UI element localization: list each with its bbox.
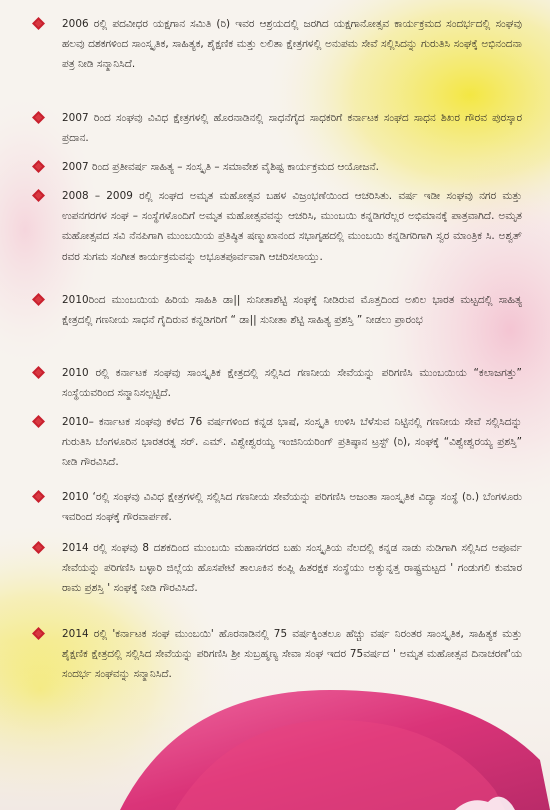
diamond-bullet-icon bbox=[32, 490, 45, 503]
entry-text: 2010 ‘ರಲ್ಲಿ ಸಂಘವು ವಿವಿಧ ಕ್ಷೇತ್ರಗಳಲ್ಲಿ ಸಲ್ಲಿಸಿದ ಗಣನೀಯ ಸೇವೆಯನ್ನು ಪರಿಗಣಿಸಿ ಅಜಂತಾ ಸಾಂಸ್ಕೃತಿಕ ವಿದ್ಯಾ ಸಂಸ್ಥೆ (ರಿ.) ಬೆಂಗಳೂರು ಇವರಿಂದ ಸಂಘಕ್ಕೆ ಗೌರವಾರ್ಪಣೆ. bbox=[62, 491, 522, 524]
entry-text: 2008 – 2009 ರಲ್ಲಿ ಸಂಘದ ಅಮೃತ ಮಹೋತ್ಸವ ಬಹಳ ವಿಜ್ರಂಭಣೆಯಿಂದ ಆಚರಿಸಿತು. ವರ್ಷ ಇಡೀ ಸಂಘವು ನಗರ ಮತ್ತು ಉಪನಗರಗಳ ಸಂಘ – ಸಂಸ್ಥೆಗಳೊಂದಿಗೆ ಅಮೃತ ಮಹೋತ್ಸವವನ್ನು ಆಚರಿಸಿ, ಮುಂಬಯಿ ಕನ್ನಡಿಗರೆಲ್ಲರ ಅಭಿಮಾನಕ್ಕೆ ಪಾತ್ರವಾಗಿದೆ. ಅಮೃತ ಮಹೋತ್ಸವದ ಸವಿ ನೆನಪಿಗಾಗಿ ಮುಂಬಯಿಯ ಪ್ರತಿಷ್ಠಿತ ಷಣ್ಮುಖಾನಂದ ಸಭಾಗೃಹದಲ್ಲಿ ಮುಂಬಯಿ ಕನ್ನಡಿಗರಿಗಾಗಿ ಸ್ವರ ಮಾಂತ್ರಿಕ ಸಿ. ಅಶ್ವತ್ ರವರ ಸುಗಮ ಸಂಗೀತ ಕಾರ್ಯಕ್ರಮವನ್ನು ಅಭೂತಪೂರ್ವವಾಗಿ ಆಚರಿಸಲಾಯ್ತು. bbox=[62, 190, 522, 263]
diamond-bullet-icon bbox=[32, 189, 45, 202]
diamond-bullet-icon bbox=[32, 627, 45, 640]
diamond-bullet-icon bbox=[32, 366, 45, 379]
entry-text: 2014 ರಲ್ಲಿ 'ಕರ್ನಾಟಕ ಸಂಘ ಮುಂಬಯಿ' ಹೊರನಾಡಿನಲ್ಲಿ 75 ವರ್ಷಕ್ಕಿಂತಲೂ ಹೆಚ್ಚು ವರ್ಷ ನಿರಂತರ ಸಾಂಸ್ಕೃತಿಕ, ಸಾಹಿತ್ಯಕ ಮತ್ತು ಶೈಕ್ಷಣಿಕ ಕ್ಷೇತ್ರದಲ್ಲಿ ಸಲ್ಲಿಸಿದ ಸೇವೆಯನ್ನು ಪರಿಗಣಿಸಿ ಶ್ರೀ ಸುಬ್ರಹ್ಮಣ್ಯ ಸೇವಾ ಸಂಘ ಇದರ 75ವರ್ಷದ ' ಅಮೃತ ಮಹೋತ್ಸವ ದಿನಾಚರಣೆ'ಯ ಸಂದರ್ಭ ಸಂಘವನ್ನು ಸನ್ಮಾನಿಸಿದೆ. bbox=[62, 628, 522, 681]
entry-text: 2010 ರಲ್ಲಿ ಕರ್ನಾಟಕ ಸಂಘವು ಸಾಂಸ್ಕೃತಿಕ ಕ್ಷೇತ್ರದಲ್ಲಿ ಸಲ್ಲಿಸಿದ ಗಣನೀಯ ಸೇವೆಯನ್ನು ಪರಿಗಣಿಸಿ ಮುಂಬಯಿಯ “ಕಲಾಜಗತ್ತು” ಸಂಸ್ಥೆಯವರಿಂದ ಸನ್ಮಾನಿಸಲ್ಪಟ್ಟಿದೆ. bbox=[62, 367, 522, 400]
diamond-bullet-icon bbox=[32, 17, 45, 30]
diamond-bullet-icon bbox=[32, 160, 45, 173]
entry-text: 2010ರಿಂದ ಮುಂಬಯಿಯ ಹಿರಿಯ ಸಾಹಿತಿ ಡಾ|| ಸುನೀತಾಶೆಟ್ಟಿ ಸಂಘಕ್ಕೆ ನೀಡಿರುವ ಮೊತ್ತದಿಂದ ಅಖಿಲ ಭಾರತ ಮಟ್ಟದಲ್ಲಿ ಸಾಹಿತ್ಯ ಕ್ಷೇತ್ರದಲ್ಲಿ ಗಣನೀಯ ಸಾಧನೆ ಗೈದಿರುವ ಕನ್ನಡಿಗರಿಗೆ “ ಡಾ|| ಸುನೀತಾ ಶೆಟ್ಟಿ ಸಾಹಿತ್ಯ ಪ್ರಶಸ್ತಿ ” ನೀಡಲು ಪ್ರಾರಂಭ bbox=[62, 294, 522, 327]
diamond-bullet-icon bbox=[32, 541, 45, 554]
diamond-bullet-icon bbox=[32, 111, 45, 124]
diamond-bullet-icon bbox=[32, 415, 45, 428]
entry-text: 2014 ರಲ್ಲಿ ಸಂಘವು 8 ದಶಕದಿಂದ ಮುಂಬಯಿ ಮಹಾನಗರದ ಬಹು ಸಂಸ್ಕೃತಿಯ ನೆಲದಲ್ಲಿ ಕನ್ನಡ ನಾಡು ನುಡಿಗಾಗಿ ಸಲ್ಲಿಸಿದ ಅಪೂರ್ವ ಸೇವೆಯನ್ನು ಪರಿಗಣಿಸಿ ಬಳ್ಳಾರಿ ಜಿಲ್ಲೆಯ ಹೊಸಪೇಟೆ ತಾಲೂಕಿನ ಕಂಪ್ಲಿ ಹಿತರಕ್ಷಕ ಸಂಸ್ಥೆಯು ಅತ್ಯುನ್ನತ್ತ ರಾಷ್ಟ್ರಮಟ್ಟದ ' ಗಂಡುಗಲಿ ಕುಮಾರ ರಾಮ ಪ್ರಶಸ್ತಿ ' ಸಂಘಕ್ಕೆ ನೀಡಿ ಗೌರವಿಸಿದೆ. bbox=[62, 542, 522, 595]
entry-text: 2007 ರಿಂದ ಪ್ರತೀವರ್ಷ ಸಾಹಿತ್ಯ – ಸಂಸ್ಕೃತಿ – ಸಮಾವೇಶ ವೈಶಿಷ್ಟ ಕಾರ್ಯಕ್ರಮದ ಆಯೋಜನೆ. bbox=[62, 161, 379, 173]
entry-text: 2010– ಕರ್ನಾಟಕ ಸಂಘವು ಕಳೆದ 76 ವರ್ಷಗಳಿಂದ ಕನ್ನಡ ಭಾಷೆ, ಸಂಸ್ಕೃತಿ ಉಳಿಸಿ ಬೆಳೆಸುವ ನಿಟ್ಟಿನಲ್ಲಿ ಗಣನೀಯ ಸೇವೆ ಸಲ್ಲಿಸಿದನ್ನು ಗುರುತಿಸಿ ಬೆಂಗಳೂರಿನ ಭಾರತರತ್ನ ಸರ್. ಎಮ್. ವಿಶ್ವೇಶ್ವರಯ್ಯ ಇಂಜಿನಿಯರಿಂಗ್ ಪ್ರತಿಷ್ಠಾನ ಟ್ರಸ್ಟ್ (ರಿ), ಸಂಘಕ್ಕೆ “ವಿಶ್ವೇಶ್ವರಯ್ಯ ಪ್ರಶಸ್ತಿ” ನೀಡಿ ಗೌರವಿಸಿದೆ. bbox=[62, 416, 522, 469]
entry-text: 2006 ರಲ್ಲಿ ಪದವೀಧರ ಯಕ್ಷಗಾನ ಸಮಿತಿ (ರಿ) ಇವರ ಆಶ್ರಯದಲ್ಲಿ ಜರಗಿದ ಯಕ್ಷಗಾನೋತ್ಸವ ಕಾರ್ಯಕ್ರಮದ ಸಂದರ್ಭದಲ್ಲಿ ಸಂಘವು ಹಲವು ದಶಕಗಳಿಂದ ಸಾಂಸ್ಕೃತಿಕ, ಸಾಹಿತ್ಯಕ, ಶೈಕ್ಷಣಿಕ ಮತ್ತು ಲಲಿತಾ ಕ್ಷೇತ್ರಗಳಲ್ಲಿ ಅನುಪಮ ಸೇವೆ ಸಲ್ಲಿಸಿದನ್ನು ಗುರುತಿಸಿ ಸಂಘಕ್ಕೆ ಅಭಿನಂದನಾ ಪತ್ರ ನೀಡಿ ಸನ್ಮಾನಿಸಿದೆ. bbox=[62, 18, 522, 71]
diamond-bullet-icon bbox=[32, 293, 45, 306]
entry-text: 2007 ರಿಂದ ಸಂಘವು ವಿವಿಧ ಕ್ಷೇತ್ರಗಳಲ್ಲಿ ಹೊರನಾಡಿನಲ್ಲಿ ಸಾಧನೆಗೈದ ಸಾಧಕರಿಗೆ ಕರ್ನಾಟಕ ಸಂಘದ ಸಾಧನ ಶಿಖರ ಗೌರವ ಪುರಸ್ಕಾರ ಪ್ರದಾನ. bbox=[62, 112, 522, 145]
